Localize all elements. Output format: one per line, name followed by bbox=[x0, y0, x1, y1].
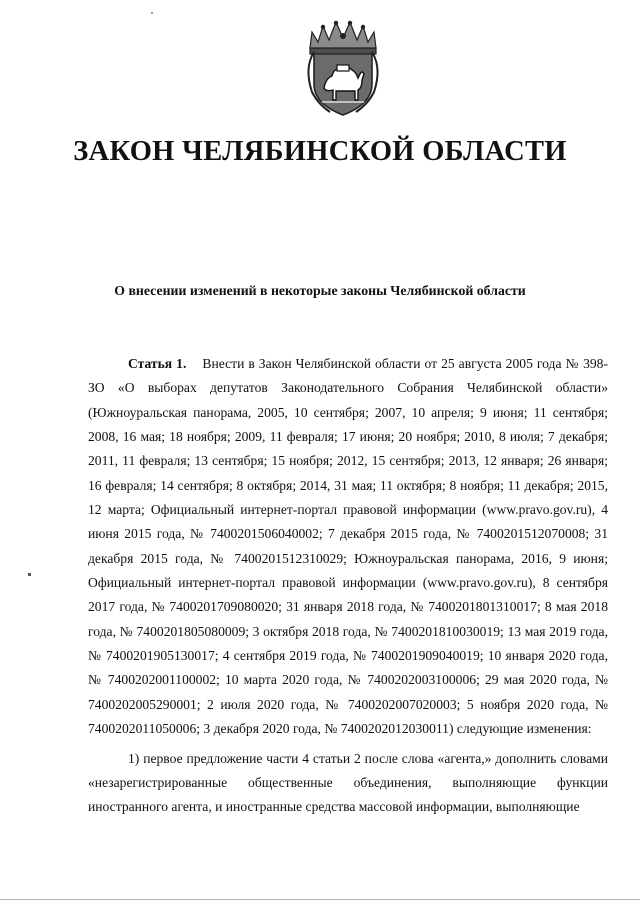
article-label: Статья 1. bbox=[128, 356, 187, 371]
law-title: ЗАКОН ЧЕЛЯБИНСКОЙ ОБЛАСТИ bbox=[73, 136, 567, 167]
page-bottom-edge bbox=[0, 899, 640, 900]
item-1-paragraph: 1) первое предложение части 4 статьи 2 после слова «агента,» дополнить словами «незарегистрированные общественные объединения, выполняющие функции иностранного агента, и иностранные средства массовой информации, выполняющие bbox=[88, 750, 608, 815]
scan-artifact-dot bbox=[28, 573, 31, 576]
law-subtitle: О внесении изменений в некоторые законы Челябинской области bbox=[114, 283, 526, 298]
article-1-paragraph bbox=[88, 352, 608, 742]
scan-artifact bbox=[151, 12, 153, 14]
coat-of-arms-icon bbox=[296, 18, 390, 118]
law-body bbox=[88, 352, 608, 820]
article-1-text: Внести в Закон Челябинской области от 25 августа 2005 года № 398-ЗО «О выборах депутатов Законодательного Собрания Челябинской области» (Южноуральская панорама, 2005, 10 сентября; 2007, 10 апреля; 9 июня; 11 сентября; 2008, 16 мая; 18 ноября; 2009, 11 февраля; 17 июня; 20 ноября; 2010, 8 июля; 7 декабря; 2011, 11 февраля; 13 сентября; 15 ноября; 2012, 15 сентября; 2013, 12 января; 26 января; 16 февраля; 14 сентября; 8 октября; 2014, 31 мая; 11 октября; 8 ноября; 11 декабря; 2015, 12 марта; Официальный интернет-портал правовой информации (www.pravo.gov.ru), 4 июня 2015 года, № 7400201506040002; 7 декабря 2015 года, № 7400201512070008; 31 декабря 2015 года, № 7400201512310029; Южноуральская панорама, 2016, 9 июня; Официальный интернет-портал правовой информации (www.pravo.gov.ru), 8 сентября 2017 года, № 7400201709080020; 31 января 2018 года, № 7400201801310017; 8 мая 2018 года, № 7400201805080009; 3 октября 2018 года, № 7400201810030019; 13 мая 2019 года, № 7400201905130017; 4 сентября 2019 года, № 7400201909040019; 10 января 2020 года, № 7400202001100002; 10 марта 2020 года, № 7400202003100006; 29 мая 2020 года, № 7400202005290001; 2 июля 2020 года, № 7400202007020003; 5 ноября 2020 года, № 7400202011050006; 3 декабря 2020 года, № 7400202012030011) следующие изменения: bbox=[88, 356, 608, 737]
